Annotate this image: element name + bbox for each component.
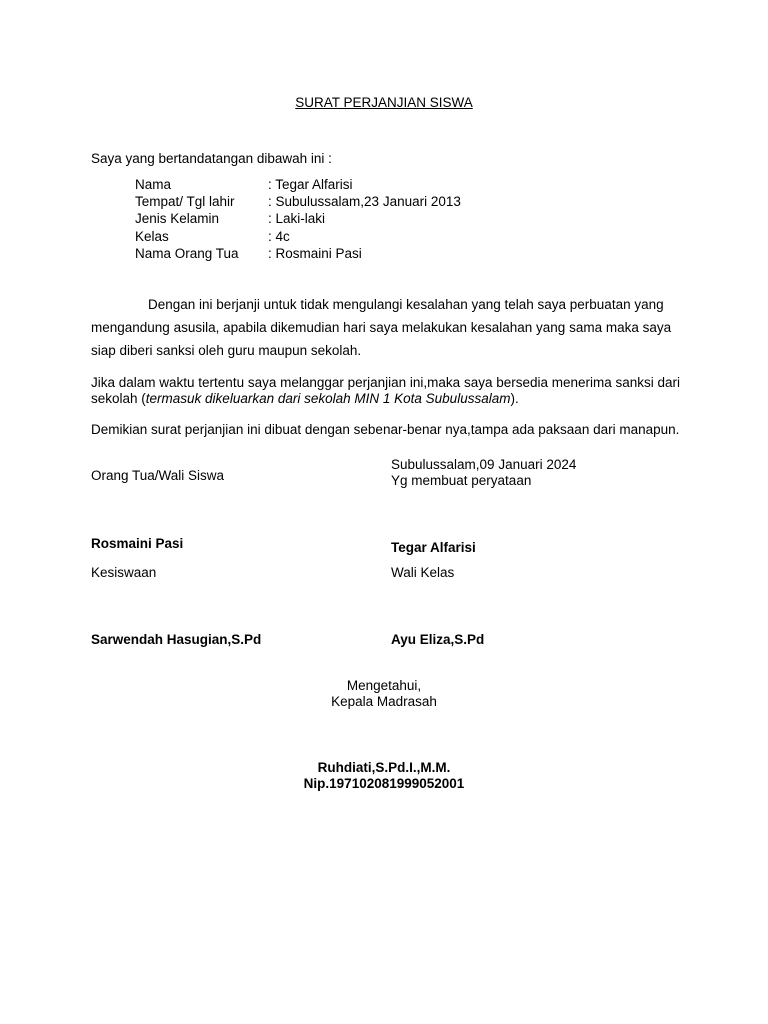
- wali-kelas-label: Wali Kelas: [391, 565, 455, 580]
- kepala-name: Ruhdiati,S.Pd.I.,M.M.: [317, 760, 451, 775]
- paragraph-line: siap diberi sanksi oleh guru maupun sekolah.: [91, 343, 362, 358]
- wali-kelas-name: Ayu Eliza,S.Pd: [391, 632, 485, 647]
- place-date: Subulussalam,09 Januari 2024: [391, 457, 577, 472]
- identity-label: Nama: [135, 177, 172, 192]
- mengetahui-text: Mengetahui,: [346, 678, 422, 693]
- identity-label: Kelas: [135, 229, 169, 244]
- identity-label: Jenis Kelamin: [135, 211, 220, 226]
- paragraph-closing: Demikian surat perjanjian ini dibuat dengan sebenar-benar nya,tampa ada paksaan dari manapun.: [91, 422, 680, 437]
- parent-name: Rosmaini Pasi: [91, 536, 184, 551]
- paragraph-line: mengandung asusila, apabila dikemudian hari saya melakukan kesalahan yang sama maka saya: [91, 320, 672, 335]
- paragraph-text: sekolah (: [91, 391, 146, 406]
- paragraph-text: ).: [510, 391, 519, 406]
- identity-value: : Subulussalam,23 Januari 2013: [268, 194, 461, 209]
- paragraph-line: Jika dalam waktu tertentu saya melanggar perjanjian ini,maka saya bersedia menerima sanksi dari: [91, 375, 681, 390]
- kepala-label: Kepala Madrasah: [331, 694, 437, 709]
- intro-text: Saya yang bertandatangan dibawah ini :: [91, 151, 332, 166]
- identity-value: : Tegar Alfarisi: [268, 177, 353, 192]
- document-title: SURAT PERJANJIAN SISWA: [295, 95, 473, 110]
- identity-value: : 4c: [268, 229, 290, 244]
- paragraph-italic-text: termasuk dikeluarkan dari sekolah MIN 1 Kota Subulussalam: [145, 391, 511, 406]
- kesiswaan-label: Kesiswaan: [91, 565, 157, 580]
- identity-label: Tempat/ Tgl lahir: [135, 194, 235, 209]
- kepala-nip: Nip.197102081999052001: [303, 776, 465, 791]
- kesiswaan-name: Sarwendah Hasugian,S.Pd: [91, 632, 262, 647]
- identity-label: Nama Orang Tua: [135, 246, 239, 261]
- paragraph-line: Dengan ini berjanji untuk tidak mengulangi kesalahan yang telah saya perbuatan yang: [148, 297, 664, 312]
- paragraph-line: [91, 390, 519, 407]
- maker-label: Yg membuat peryataan: [391, 473, 532, 488]
- identity-value: : Laki-laki: [268, 211, 326, 226]
- student-name: Tegar Alfarisi: [391, 540, 476, 555]
- identity-value: : Rosmaini Pasi: [268, 246, 362, 261]
- parent-label: Orang Tua/Wali Siswa: [91, 468, 225, 483]
